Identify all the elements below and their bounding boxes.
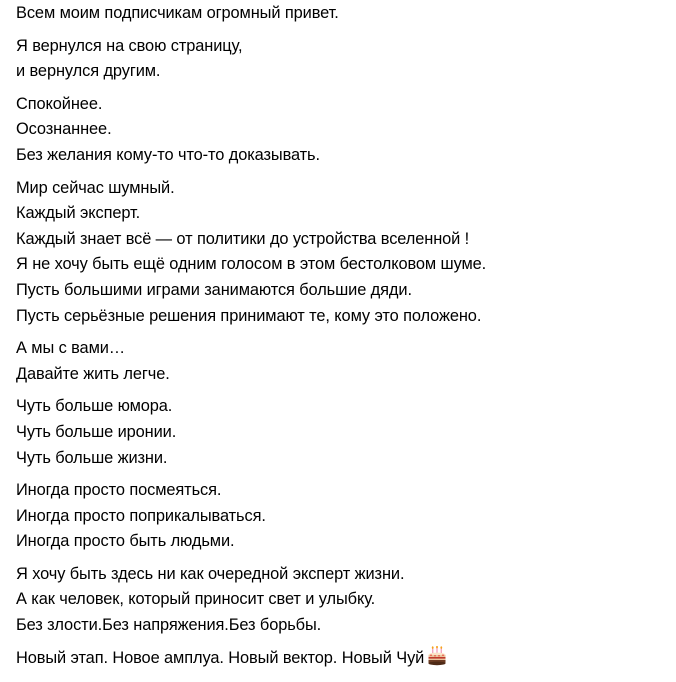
- text-line: Я хочу быть здесь ни как очередной эксперт жизни.: [16, 564, 405, 583]
- paragraph-more: [16, 394, 660, 471]
- text-line: Я не хочу быть ещё одним голосом в этом бестолковом шуме.: [16, 255, 487, 274]
- text-line: Каждый эксперт.: [16, 204, 141, 223]
- text-line: Мир сейчас шумный.: [16, 178, 175, 197]
- text-line: Давайте жить легче.: [16, 364, 170, 383]
- paragraph-greeting: [16, 1, 660, 27]
- paragraph-noisy-world: [16, 176, 660, 330]
- text-line: Иногда просто посмеяться.: [16, 481, 222, 500]
- text-line: Спокойнее.: [16, 94, 103, 113]
- paragraph-calm: [16, 92, 660, 169]
- paragraph-return: [16, 34, 660, 85]
- text-line-with-emoji: [16, 646, 660, 672]
- text-line: Каждый знает всё — от политики до устройства вселенной !: [16, 229, 470, 248]
- text-line: Без злости.Без напряжения.Без борьбы.: [16, 616, 322, 635]
- text-line: Всем моим подписчикам огромный привет.: [16, 4, 339, 22]
- text-line: Пусть серьёзные решения принимают те, кому это положено.: [16, 306, 482, 325]
- paragraph-sometimes: [16, 478, 660, 555]
- text-line: Иногда просто быть людьми.: [16, 532, 235, 551]
- text-line: Я вернулся на свою страницу,: [16, 36, 243, 55]
- text-line: А мы с вами…: [16, 339, 126, 358]
- text-line: Чуть больше жизни.: [16, 448, 168, 467]
- text-line: Чуть больше юмора.: [16, 397, 173, 416]
- text-line: Чуть больше иронии.: [16, 422, 177, 441]
- text-line: Пусть большими играми занимаются большие дяди.: [16, 280, 412, 299]
- paragraph-intent: [16, 562, 660, 639]
- text-line: Без желания кому-то что-то доказывать.: [16, 145, 320, 164]
- text-line: Осознаннее.: [16, 120, 112, 139]
- text-line: и вернулся другим.: [16, 62, 161, 81]
- text-line: Новый этап. Новое амплуа. Новый вектор. Новый Чуй: [16, 648, 425, 667]
- birthday-cake-icon: [427, 646, 447, 666]
- text-line: Иногда просто поприкалываться.: [16, 506, 266, 525]
- paragraph-live-easier: [16, 336, 660, 387]
- text-line: А как человек, который приносит свет и улыбку.: [16, 590, 376, 609]
- paragraph-new-stage: [16, 646, 660, 672]
